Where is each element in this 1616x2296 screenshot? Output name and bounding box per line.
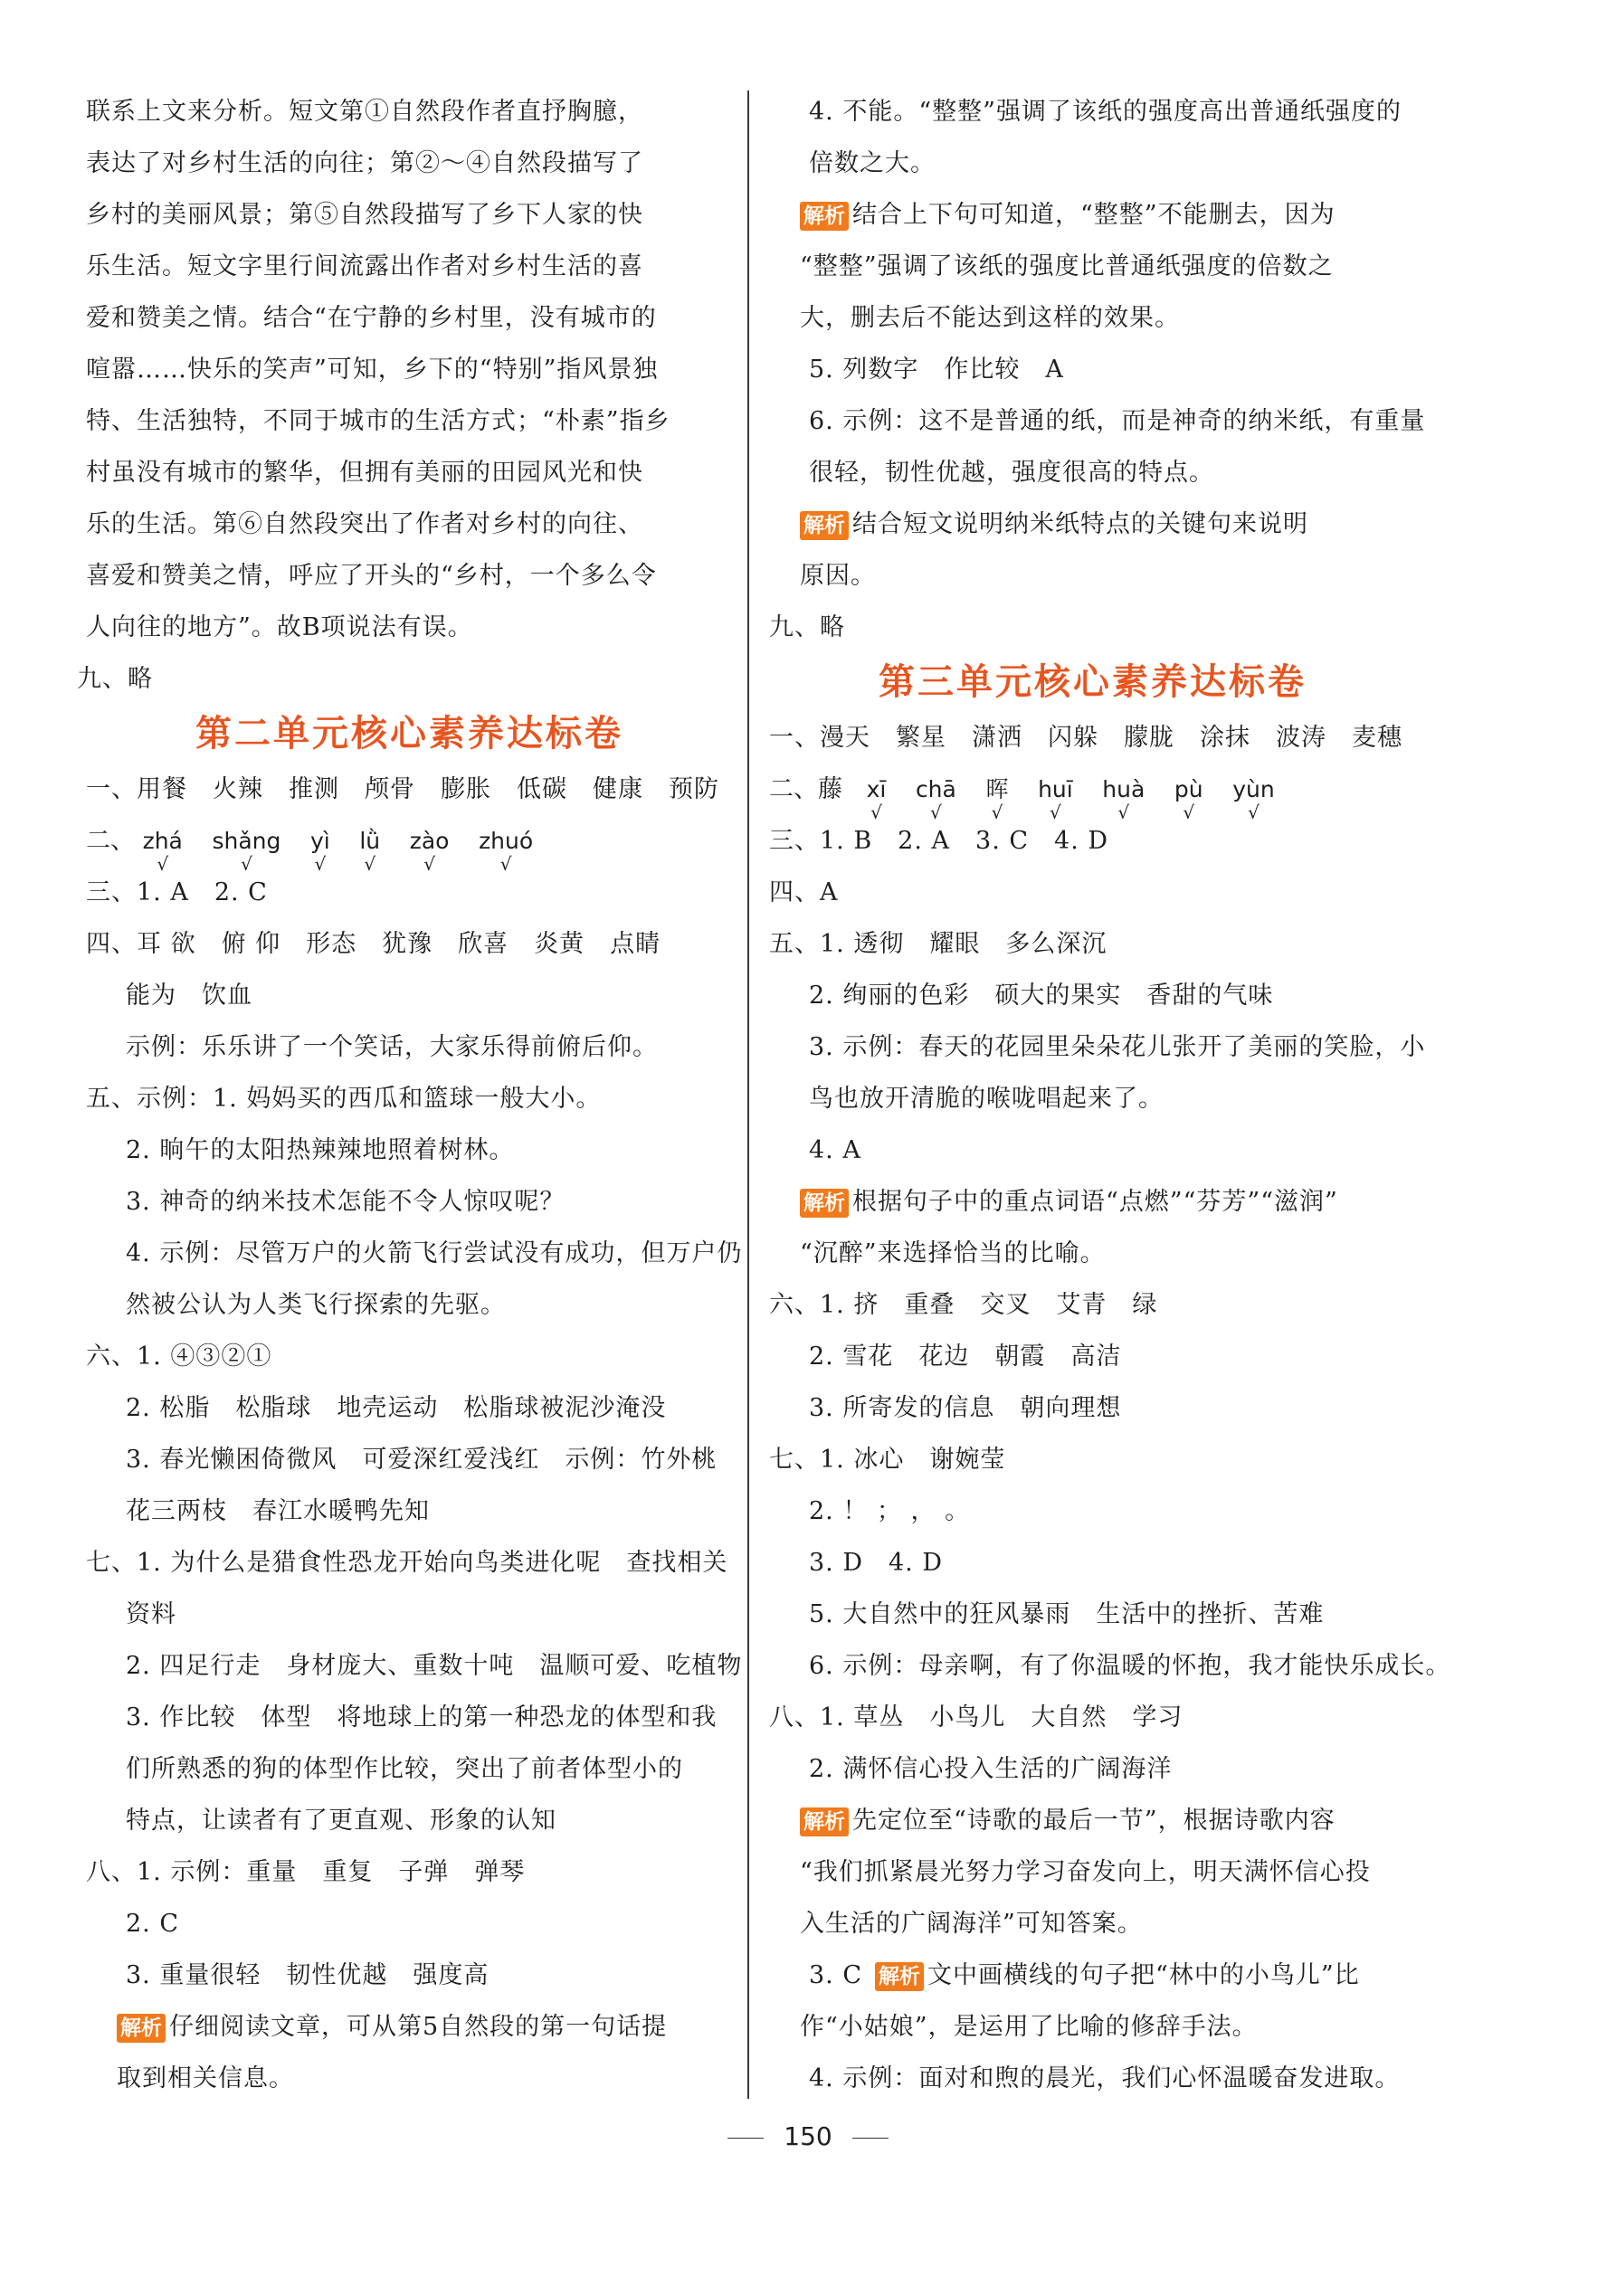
analysis-line bbox=[769, 498, 1416, 550]
text-line: 2. ！ ； ， 。 bbox=[809, 1497, 971, 1525]
text-line: 六、1. ④③②① bbox=[86, 1342, 272, 1371]
analysis-line bbox=[86, 2001, 733, 2053]
analysis-text: 先定位至“诗歌的最后一节”，根据诗歌内容 bbox=[852, 1807, 1336, 1835]
analysis-tag: 解析 bbox=[875, 1962, 924, 1991]
text-line: 3. 作比较 体型 将地球上的第一种恐龙的体型和我 bbox=[126, 1703, 718, 1731]
text-line: 鸟也放开清脆的喉咙唱起来了。 bbox=[809, 1085, 1164, 1113]
text-line: 一、漫天 繁星 潇洒 闪躲 朦胧 涂抹 波涛 麦穗 bbox=[769, 724, 1402, 752]
text-line: 村虽没有城市的繁华，但拥有美丽的田园风光和快 bbox=[86, 459, 643, 487]
text-line: 联系上文来分析。短文第①自然段作者直抒胸臆， bbox=[86, 98, 643, 126]
text-line: “沉醉”来选择恰当的比喻。 bbox=[800, 1239, 1106, 1267]
pinyin-item: zhuó √ bbox=[479, 815, 533, 867]
text-line: 入生活的广阔海洋”可知答案。 bbox=[800, 1910, 1143, 1938]
text-line: 2. 四足行走 身材庞大、重数十吨 温顺可爱、吃植物 bbox=[126, 1652, 743, 1680]
text-line: 五、示例：1. 妈妈买的西瓜和篮球一般大小。 bbox=[86, 1085, 602, 1113]
pinyin-label: 二、藤 bbox=[769, 775, 842, 803]
page-number-dash bbox=[727, 2138, 764, 2139]
text-line: 4. A bbox=[809, 1136, 861, 1164]
pinyin-item: pù √ bbox=[1174, 764, 1203, 815]
text-line: 2. 松脂 松脂球 地壳运动 松脂球被泥沙淹没 bbox=[126, 1394, 667, 1422]
text-line: 乐的生活。第⑥自然段突出了作者对乡村的向往、 bbox=[86, 510, 643, 538]
text-line: 花三两枝 春江水暖鸭先知 bbox=[126, 1497, 430, 1525]
text-line: 5. 列数字 作比较 A bbox=[809, 356, 1064, 384]
text-line: 乡村的美丽风景；第⑤自然段描写了乡下人家的快 bbox=[86, 201, 643, 229]
text-line: 原因。 bbox=[800, 562, 876, 590]
text-line: 九、略 bbox=[77, 665, 153, 693]
pinyin-item: huī √ bbox=[1038, 764, 1073, 815]
section-title-unit-3: 第三单元核心素养达标卷 bbox=[879, 661, 1307, 703]
text-line: 2. 晌午的太阳热辣辣地照着树林。 bbox=[126, 1136, 515, 1164]
text-line: 2. 绚丽的色彩 硕大的果实 香甜的气味 bbox=[809, 982, 1274, 1010]
pinyin-line bbox=[769, 764, 1416, 815]
analysis-text: 结合上下句可知道，“整整”不能删去，因为 bbox=[852, 201, 1336, 229]
text-line: 七、1. 冰心 谢婉莹 bbox=[769, 1446, 1006, 1474]
analysis-line bbox=[769, 1176, 1416, 1228]
analysis-tag: 解析 bbox=[800, 202, 849, 231]
text-line: 特点，让读者有了更直观、形象的认知 bbox=[126, 1807, 556, 1835]
text-line: 6. 示例：母亲啊，有了你温暖的怀抱，我才能快乐成长。 bbox=[809, 1652, 1451, 1680]
text-line: 2. C bbox=[126, 1910, 180, 1938]
column-divider bbox=[747, 90, 749, 2099]
text-line: 3. 示例：春天的花园里朵朵花儿张开了美丽的笑脸，小 bbox=[809, 1033, 1426, 1061]
pinyin-item: lǜ √ bbox=[359, 815, 380, 867]
text-line: 5. 大自然中的狂风暴雨 生活中的挫折、苦难 bbox=[809, 1600, 1325, 1628]
analysis-text: 仔细阅读文章，可从第5自然段的第一句话提 bbox=[169, 2013, 668, 2041]
text-line: 们所熟悉的狗的体型作比较，突出了前者体型小的 bbox=[126, 1755, 683, 1783]
text-line: 七、1. 为什么是猎食性恐龙开始向鸟类进化呢 查找相关 bbox=[86, 1549, 728, 1577]
pinyin-item: zào √ bbox=[410, 815, 450, 867]
section-title-unit-2: 第二单元核心素养达标卷 bbox=[195, 713, 623, 754]
text-line: 然被公认为人类飞行探索的先驱。 bbox=[126, 1291, 506, 1319]
text-line: 四、A bbox=[769, 878, 839, 906]
text-line: 3. D 4. D bbox=[809, 1549, 943, 1577]
text-line: 2. 满怀信心投入生活的广阔海洋 bbox=[809, 1755, 1173, 1783]
text-line: 九、略 bbox=[769, 613, 845, 641]
text-line: 喜爱和赞美之情，呼应了开头的“乡村，一个多么令 bbox=[86, 562, 657, 590]
pinyin-item: shǎng √ bbox=[212, 815, 280, 867]
page-number-dash bbox=[852, 2138, 889, 2139]
right-column bbox=[769, 86, 1451, 2104]
page-number: 150 bbox=[784, 2121, 832, 2151]
text-line: 爱和赞美之情。结合“在宁静的乡村里，没有城市的 bbox=[86, 304, 657, 332]
pinyin-label: 二、 bbox=[86, 827, 135, 855]
text-line: 3. 重量很轻 韧性优越 强度高 bbox=[126, 1961, 490, 1989]
analysis-line bbox=[769, 1795, 1416, 1846]
analysis-text: 结合短文说明纳米纸特点的关键句来说明 bbox=[852, 510, 1308, 538]
analysis-line bbox=[769, 189, 1416, 241]
text-line: 特、生活独特，不同于城市的生活方式；“朴素”指乡 bbox=[86, 407, 670, 435]
analysis-tag: 解析 bbox=[800, 1189, 849, 1218]
pinyin-item: huà √ bbox=[1102, 764, 1145, 815]
text-line: 3. 神奇的纳米技术怎能不令人惊叹呢？ bbox=[126, 1188, 566, 1216]
text-line: 3. 春光懒困倚微风 可爱深红爱浅红 示例：竹外桃 bbox=[126, 1446, 718, 1474]
text-line: 乐生活。短文字里行间流露出作者对乡村生活的喜 bbox=[86, 252, 643, 280]
text-line: 倍数之大。 bbox=[809, 149, 936, 177]
text-line: 喧嚣……快乐的笑声”可知，乡下的“特别”指风景独 bbox=[86, 356, 659, 384]
left-column bbox=[77, 86, 743, 2104]
analysis-text: 文中画横线的句子把“林中的小鸟儿”比 bbox=[927, 1961, 1360, 1989]
text-line: 三、1. B 2. A 3. C 4. D bbox=[769, 827, 1109, 855]
text-line: 三、1. A 2. C bbox=[86, 878, 268, 906]
analysis-tag: 解析 bbox=[800, 1807, 849, 1836]
analysis-tag: 解析 bbox=[117, 2014, 166, 2043]
pinyin-item: xī √ bbox=[867, 764, 887, 815]
text-line: 五、1. 透彻 耀眼 多么深沉 bbox=[769, 930, 1107, 958]
text-line: 四、耳 欲 俯 仰 形态 犹豫 欣喜 炎黄 点睛 bbox=[86, 930, 661, 958]
text-line: 示例：乐乐讲了一个笑话，大家乐得前俯后仰。 bbox=[126, 1033, 658, 1061]
text-line: 一、用餐 火辣 推测 颅骨 膨胀 低碳 健康 预防 bbox=[86, 775, 719, 803]
text-line: 人向往的地方”。故B项说法有误。 bbox=[86, 613, 473, 641]
text-line: 大，删去后不能达到这样的效果。 bbox=[800, 304, 1180, 332]
text-line: 2. 雪花 花边 朝霞 高洁 bbox=[809, 1342, 1122, 1371]
text-line: 3. 所寄发的信息 朝向理想 bbox=[809, 1394, 1122, 1422]
text-line: “整整”强调了该纸的强度比普通纸强度的倍数之 bbox=[800, 252, 1334, 280]
pinyin-item: 晖 √ bbox=[985, 764, 1008, 815]
text-line: 八、1. 示例：重量 重复 子弹 弹琴 bbox=[86, 1858, 526, 1886]
text-line: 4. 不能。“整整”强调了该纸的强度高出普通纸强度的 bbox=[809, 98, 1402, 126]
pinyin-item: yùn √ bbox=[1232, 764, 1274, 815]
pinyin-item: yì √ bbox=[310, 815, 330, 867]
analysis-line bbox=[769, 1950, 1416, 2001]
answer-text: 3. C bbox=[809, 1961, 863, 1989]
text-line: 八、1. 草丛 小鸟儿 大自然 学习 bbox=[769, 1703, 1183, 1731]
text-line: 能为 饮血 bbox=[126, 982, 252, 1010]
pinyin-item: chā √ bbox=[916, 764, 956, 815]
text-line: 六、1. 挤 重叠 交叉 艾青 绿 bbox=[769, 1291, 1158, 1319]
analysis-tag: 解析 bbox=[800, 511, 849, 540]
text-line: 4. 示例：面对和煦的晨光，我们心怀温暖奋发进取。 bbox=[809, 2064, 1401, 2092]
text-line: 取到相关信息。 bbox=[117, 2064, 294, 2092]
text-line: “我们抓紧晨光努力学习奋发向上，明天满怀信心投 bbox=[800, 1858, 1371, 1886]
text-line: 作“小姑娘”，是运用了比喻的修辞手法。 bbox=[800, 2013, 1258, 2041]
pinyin-item: zhá √ bbox=[143, 815, 183, 867]
text-line: 很轻，韧性优越，强度很高的特点。 bbox=[809, 459, 1214, 487]
text-line: 6. 示例：这不是普通的纸，而是神奇的纳米纸，有重量 bbox=[809, 407, 1426, 435]
text-line: 4. 示例：尽管万户的火箭飞行尝试没有成功，但万户仍 bbox=[126, 1239, 743, 1267]
page-number-area bbox=[0, 2121, 1616, 2151]
analysis-text: 根据句子中的重点词语“点燃”“芬芳”“滋润” bbox=[852, 1188, 1338, 1216]
text-line: 资料 bbox=[126, 1600, 176, 1628]
text-line: 表达了对乡村生活的向往；第②～④自然段描写了 bbox=[86, 149, 643, 177]
pinyin-line bbox=[86, 815, 733, 867]
